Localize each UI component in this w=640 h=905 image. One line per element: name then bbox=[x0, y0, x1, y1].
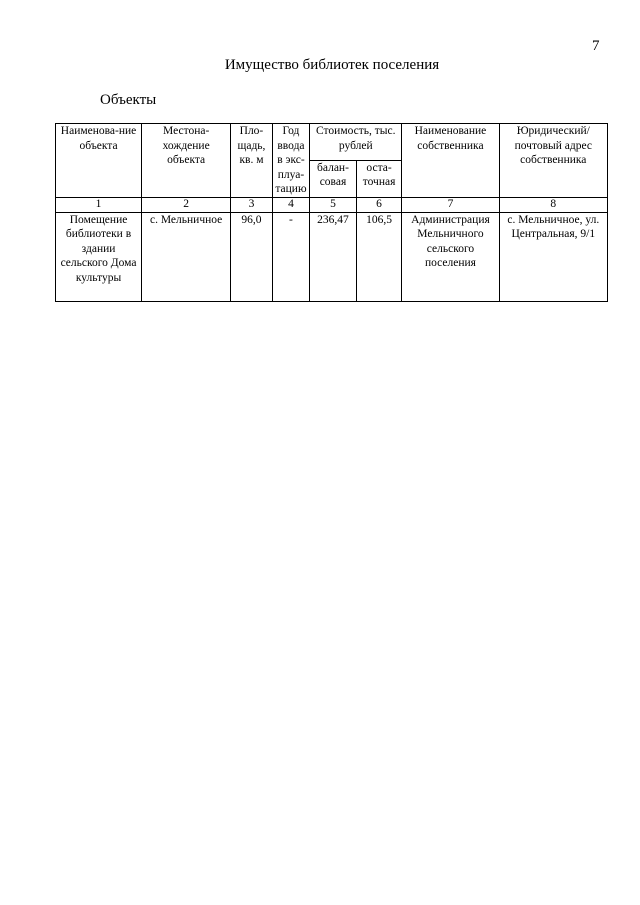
section-label: Объекты bbox=[100, 92, 157, 108]
header-area: Пло-щадь, кв. м bbox=[231, 124, 273, 198]
column-number: 3 bbox=[231, 197, 273, 212]
cell-cost-residual: 106,5 bbox=[356, 212, 402, 301]
header-year: Год ввода в экс-плуа-тацию bbox=[272, 124, 309, 198]
column-number: 6 bbox=[356, 197, 402, 212]
header-owner: Наименование собственника bbox=[402, 124, 499, 198]
header-cost: Стоимость, тыс. рублей bbox=[310, 124, 402, 161]
column-number: 1 bbox=[56, 197, 142, 212]
header-location: Местона-хождение объекта bbox=[142, 124, 231, 198]
cell-area: 96,0 bbox=[231, 212, 273, 301]
cell-owner: Администрация Мельничного сельского поселения bbox=[402, 212, 499, 301]
cell-name: Помещение библиотеки в здании сельского Дома культуры bbox=[56, 212, 142, 301]
header-cost-book: балан-совая bbox=[310, 160, 357, 197]
column-number: 8 bbox=[499, 197, 607, 212]
table-row bbox=[56, 212, 608, 301]
column-number: 7 bbox=[402, 197, 499, 212]
column-number: 5 bbox=[310, 197, 357, 212]
column-number-row bbox=[56, 197, 608, 212]
column-number: 2 bbox=[142, 197, 231, 212]
cell-cost-book: 236,47 bbox=[310, 212, 357, 301]
header-address: Юридический/ почтовый адрес собственника bbox=[499, 124, 607, 198]
column-number: 4 bbox=[272, 197, 309, 212]
header-row bbox=[56, 124, 608, 161]
cell-address: с. Мельничное, ул. Центральная, 9/1 bbox=[499, 212, 607, 301]
header-cost-residual: оста-точная bbox=[356, 160, 402, 197]
cell-location: с. Мельничное bbox=[142, 212, 231, 301]
cell-year: - bbox=[272, 212, 309, 301]
document-title: Имущество библиотек поселения bbox=[224, 57, 440, 73]
assets-table bbox=[55, 123, 608, 302]
page-number: 7 bbox=[592, 38, 600, 54]
header-name: Наименова-ние объекта bbox=[56, 124, 142, 198]
